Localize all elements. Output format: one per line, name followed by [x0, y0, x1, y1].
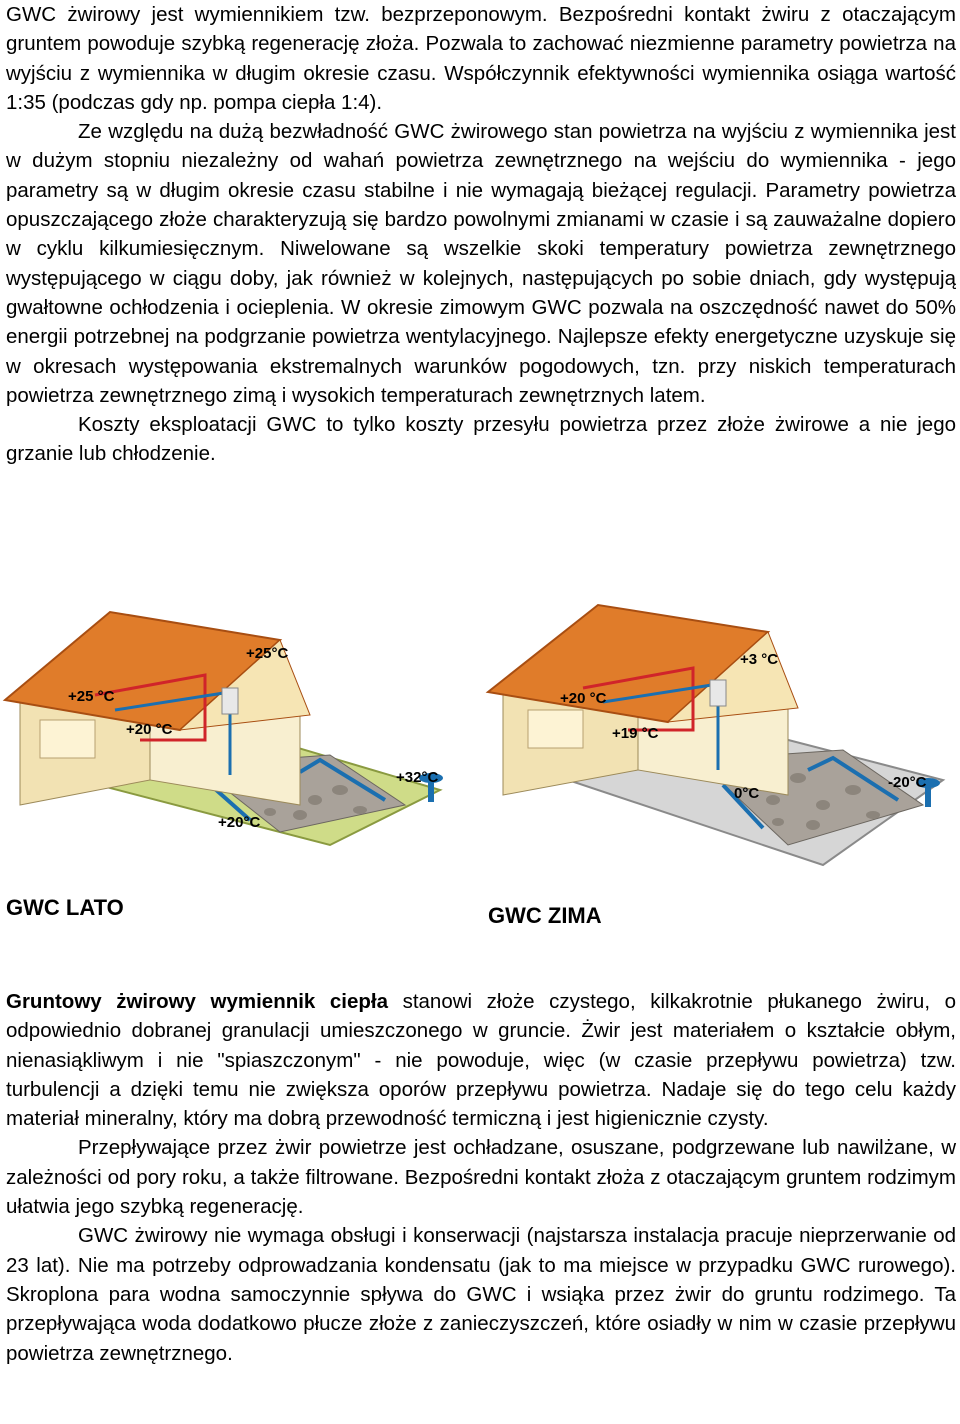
summer-ground-inlet-temp: +32°C	[396, 769, 439, 786]
intro-paragraph-1: GWC żwirowy jest wymiennikiem tzw. bezprzeponowym. Bezpośredni kontakt żwiru z otaczającym gruntem powoduje szybką regenerację złoża. Pozwala to zachować niezmienne parametry powietrza na wyjściu z wymiennika w długim okresie czasu. Współczynnik efektywności wymiennika osiąga wartość 1:35 (podczas gdy np. pompa ciepła 1:4).	[6, 3, 956, 114]
body-paragraph-1	[6, 987, 956, 1133]
ventilation-unit	[710, 680, 726, 706]
ventilation-unit	[222, 688, 238, 714]
gwc-summer-illustration	[0, 600, 470, 850]
winter-upper-room-temp: +20 °C	[560, 690, 607, 707]
summer-caption: GWC LATO	[6, 895, 124, 920]
winter-outside-temp: +3 °C	[740, 651, 779, 668]
winter-lower-room-temp: +19 °C	[612, 725, 659, 742]
body-paragraph-2: Przepływające przez żwir powietrze jest ochładzane, osuszane, podgrzewane lub nawilżane, w zależności od pory roku, a także filtrowane. Bezpośredni kontakt złoża z otaczającym gruntem rodzimym ułatwia jego szybką regenerację.	[6, 1136, 956, 1219]
gwc-winter-illustration	[478, 600, 958, 870]
winter-ground-outlet-temp: 0°C	[734, 785, 760, 802]
intro-paragraph-2: Ze względu na dużą bezwładność GWC żwirowego stan powietrza na wyjściu z wymiennika jest w dużym stopniu niezależny od wahań powietrza zewnętrznego na wejściu do wymiennika - jego parametry są w długim okresie czasu stabilne i nie wymagają bieżącej regulacji. Parametry powietrza opuszczającego złoże charakteryzują się bardzo powolnymi zmianami w czasie i są zauważalne dopiero w cyklu kilkumiesięcznym. Niwelowane są wszelkie skoki temperatury powietrza zewnętrznego występującego w ciągu doby, jak również w kolejnych, następujących po sobie dniach, gdy występują gwałtowne ochłodzenia i ocieplenia. W okresie zimowym GWC pozwala na oszczędność nawet do 50% energii potrzebnej na podgrzanie powietrza wentylacyjnego. Najlepsze efekty energetyczne uzyskuje się w okresach występowania ekstremalnych warunków pogodowych, tzn. przy niskich temperaturach powietrza zewnętrznego zimą i wysokich temperaturach zewnętrznych latem.	[6, 120, 956, 407]
body-paragraph-1-rest: stanowi złoże czystego, kilkakrotnie płukanego żwiru, o odpowiednio dobranej granulacji umieszczonego w gruncie. Żwir jest materiałem o kształcie obłym, nienasiąkliwym i nie "spiaszczonym" - nie powoduje, więc (w czasie przepływu powietrza) tzw. turbulencji a dzięki temu nie zwiększa oporów przepływu powietrza. Nadaje się do tego celu każdy materiał mineralny, który ma dobrą przewodność termiczną i jest higienicznie czysty.	[6, 990, 956, 1131]
summer-outside-temp: +25°C	[246, 645, 289, 662]
summer-ground-outlet-temp: +20°C	[218, 814, 261, 831]
intro-text	[6, 0, 956, 469]
summer-upper-room-temp: +25 °C	[68, 688, 115, 705]
winter-ground-inlet-temp: -20°C	[888, 774, 927, 791]
room	[528, 710, 583, 748]
winter-caption: GWC ZIMA	[488, 903, 602, 928]
body-paragraph-1-bold: Gruntowy żwirowy wymiennik ciepła	[6, 990, 389, 1013]
body-text	[6, 987, 956, 1368]
body-paragraph-3: GWC żwirowy nie wymaga obsługi i konserwacji (najstarsza instalacja pracuje nieprzerwanie od 23 lat). Nie ma potrzeby odprowadzania kondensatu (jak to ma miejsce w przypadku GWC rurowego). Skroplona para wodna samoczynnie spływa do GWC i wsiąka przez żwir do gruntu rodzimego. Ta przepływająca woda dodatkowo płucze złoże z zanieczyszczeń, które osiadły w nim w czasie przepływu powietrza zewnętrznego.	[6, 1224, 956, 1365]
room	[40, 720, 95, 758]
intro-paragraph-3: Koszty eksploatacji GWC to tylko koszty przesyłu powietrza przez złoże żwirowe a nie jego grzanie lub chłodzenie.	[6, 413, 956, 466]
summer-lower-room-temp: +20 °C	[126, 721, 173, 738]
